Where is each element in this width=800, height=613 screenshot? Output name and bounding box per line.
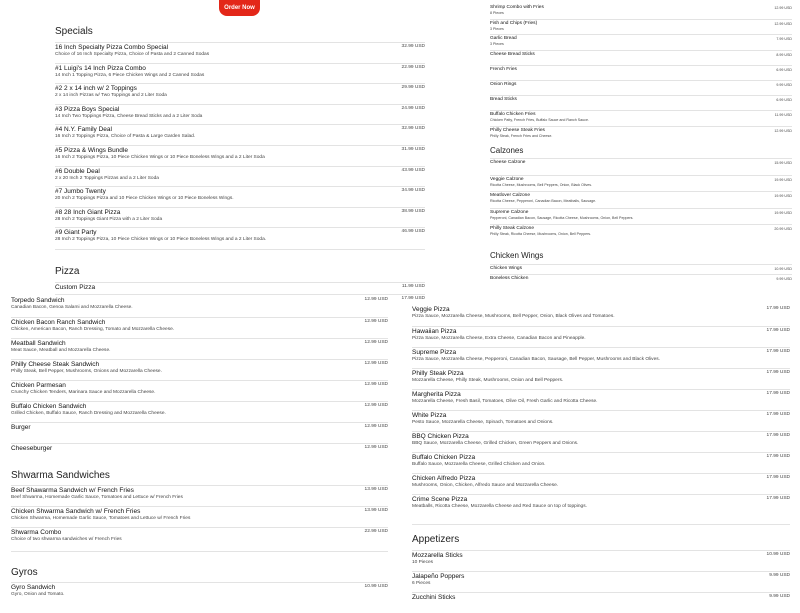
menu-item-name: 16 Inch Specialty Pizza Combo Special: [55, 44, 169, 51]
menu-item-price: 12.99 USD: [364, 403, 388, 408]
menu-item-name: Cheese Calzone: [490, 160, 526, 165]
panel-sandwiches: [11, 296, 388, 600]
menu-item-price: 11.99 USD: [774, 113, 792, 118]
menu-item[interactable]: [412, 347, 790, 368]
menu-item-name: Philly Steak Pizza: [412, 370, 464, 377]
menu-item-price: 12.99 USD: [774, 6, 792, 10]
menu-item[interactable]: [412, 389, 790, 410]
menu-item-price: 31.99 USD: [401, 147, 425, 152]
menu-item-name: Onion Rings: [490, 82, 517, 87]
menu-item[interactable]: [490, 175, 792, 192]
menu-item[interactable]: [11, 527, 388, 548]
menu-item-name: #1 Luigi's 14 Inch Pizza Combo: [55, 64, 146, 72]
menu-item-price: 15.99 USD: [774, 161, 792, 165]
menu-item-description: Pepperoni, Canadian Bacon, Sausage, Ricotta Cheese, Mushrooms, Onion, Bell Peppers.: [490, 215, 634, 220]
menu-item-price: 12.99 USD: [364, 424, 388, 429]
menu-item[interactable]: [490, 34, 792, 49]
menu-item-description: Crunchy Chicken Tenders, Marinara Sauce and Mozzarella Cheese.: [11, 390, 156, 395]
menu-item-description: Mozzarella Cheese, Philly Steak, Mushrooms, Onion and Bell Peppers.: [412, 378, 564, 383]
menu-item-price: 17.99 USD: [766, 454, 790, 459]
menu-item-price: 17.99 USD: [766, 328, 790, 333]
panel-pizzas: [412, 304, 790, 600]
menu-item-price: 17.99 USD: [766, 391, 790, 396]
menu-item-price: 43.99 USD: [401, 167, 425, 173]
menu-item-description: Philly Steak, French Fries and Cheese.: [490, 133, 553, 138]
menu-item[interactable]: [55, 63, 425, 84]
menu-item-description: 10 Pieces: [412, 560, 434, 565]
menu-item-description: Choice of two shwarma sandwiches w/ French Fries: [11, 537, 122, 542]
menu-item-name: Gyro Sandwich: [11, 584, 56, 591]
menu-item-description: Pizza Sauce, Mozzarella Cheese, Mushrooms, Bell Pepper, Onion, Black Olives and Tomatoes.: [412, 314, 615, 319]
menu-item[interactable]: [55, 83, 425, 104]
menu-item-name: Buffalo Chicken Sandwich: [11, 403, 87, 410]
menu-item-name: #9 Giant Party: [55, 229, 97, 237]
menu-item[interactable]: [490, 191, 792, 208]
menu-item-price: 7.99 USD: [776, 37, 792, 42]
menu-item[interactable]: [412, 431, 790, 452]
section-title-shwarma: Shwarma Sandwiches: [11, 470, 110, 481]
menu-item-price: 9.99 USD: [776, 277, 792, 281]
menu-item[interactable]: [11, 506, 388, 527]
order-now-button[interactable]: Order Now: [219, 0, 260, 16]
menu-item-description: 2 x 14 inch Pizzas w/ Two Toppings and 2 Liter Soda: [55, 93, 167, 99]
menu-item-price: 17.99 USD: [766, 475, 790, 480]
menu-item[interactable]: [490, 95, 792, 110]
menu-item-description: 28 Inch 2 Toppings Pizza, 10 Piece Chicken Wings or 10 Piece Boneless Wings and a 2 Liter Soda.: [55, 237, 267, 243]
section-title-pizza: Pizza: [55, 266, 80, 277]
menu-item-price: 17.99 USD: [766, 370, 790, 375]
menu-item-price: 6.99 USD: [776, 67, 792, 72]
menu-item-price: 24.99 USD: [401, 105, 425, 111]
menu-item-price: 12.99 USD: [364, 361, 388, 366]
menu-item-description: Pesto Sauce, Mozzarella Cheese, Spinach, Tomatoes and Onions.: [412, 420, 554, 425]
menu-item[interactable]: [412, 368, 790, 389]
menu-item-description: Beef Shwarma, Homemade Garlic Sauce, Tomatoes and Lettuce w/ French Fries: [11, 495, 183, 500]
menu-item-price: 20.99 USD: [774, 227, 792, 231]
menu-item-description: 8 Pieces: [490, 11, 504, 15]
menu-item-description: Gyro, Onion and Tomato.: [11, 592, 65, 597]
menu-item[interactable]: [412, 592, 790, 613]
menu-item-description: Choice of 16 Inch Specialty Pizza, Choice of Pasta and 2 Canned Sodas: [55, 52, 210, 57]
menu-item-description: 2 x 20 Inch 2 Toppings Pizzas and a 2 Liter Soda: [55, 175, 159, 181]
menu-item-name: Garlic Bread: [490, 36, 517, 42]
menu-item-name: #7 Jumbo Twenty: [55, 188, 106, 196]
menu-item[interactable]: [490, 19, 792, 34]
menu-item-description: Chicken Patty, French Fries, Buffalo Sauce and Ranch Sauce.: [490, 118, 589, 123]
menu-item-price: 12.99 USD: [364, 382, 388, 387]
menu-item-name: Chicken Bacon Ranch Sandwich: [11, 319, 106, 326]
section-title-specials: Specials: [55, 26, 93, 37]
menu-item-price: 46.99 USD: [401, 229, 425, 235]
menu-item-description: 3 Pieces: [490, 42, 504, 47]
menu-item-description: Ricotta Cheese, Mushrooms, Bell Peppers, Onion, Black Olives.: [490, 182, 593, 187]
menu-item-price: 19.99 USD: [774, 210, 792, 215]
menu-item[interactable]: [490, 80, 792, 95]
menu-item-name: White Pizza: [412, 412, 447, 419]
section-title-chicken-wings: Chicken Wings: [490, 251, 544, 260]
menu-item-description: 20 Inch 2 Toppings Pizza and 10 Piece Chicken Wings or 10 Piece Boneless Wings.: [55, 196, 234, 202]
menu-item[interactable]: [11, 338, 388, 359]
menu-item-name: Buffalo Chicken Pizza: [412, 454, 476, 461]
menu-item-price: 6.99 USD: [776, 98, 792, 103]
menu-item-name: Veggie Pizza: [412, 306, 450, 313]
menu-item-description: Meat Sauce, Meatball and Mozzarella Cheese.: [11, 348, 111, 353]
menu-item-name: Fish and Chips (Fries): [490, 21, 538, 27]
menu-item[interactable]: [11, 401, 388, 422]
menu-item-price: 12.99 USD: [364, 297, 388, 302]
menu-item-name: Philly Steak Calzone: [490, 226, 534, 231]
section-divider: [412, 524, 790, 525]
menu-item-description: 6 Pieces: [412, 581, 431, 586]
menu-item-name: Philly Cheese Steak Fries: [490, 127, 545, 133]
menu-item-price: 32.99 USD: [401, 44, 425, 49]
panel-sides: [490, 0, 792, 290]
menu-item-name: Zucchini Sticks: [412, 594, 456, 601]
menu-item-name: #2 2 x 14 inch w/ 2 Toppings: [55, 85, 137, 93]
menu-item-name: #6 Double Deal: [55, 167, 100, 175]
menu-item[interactable]: [490, 126, 792, 141]
menu-item[interactable]: [55, 166, 425, 187]
menu-item[interactable]: [55, 227, 425, 248]
menu-item-name: BBQ Chicken Pizza: [412, 433, 469, 440]
menu-item-price: 32.99 USD: [401, 126, 425, 132]
menu-item[interactable]: [11, 317, 388, 338]
menu-item-name: #3 Pizza Boys Special: [55, 105, 120, 113]
menu-item-description: 28 Inch 2 Toppings Giant Pizza with a 2 Liter Soda: [55, 216, 163, 222]
menu-item-name: Mozzarella Sticks: [412, 552, 463, 559]
menu-item[interactable]: [490, 50, 792, 65]
menu-item-description: 14 Inch 1 Topping Pizza, 6 Piece Chicken Wings and 2 Canned Sodas: [55, 72, 205, 78]
menu-item-description: Chicken, American Bacon, Ranch Dressing, Tomato and Mozzarella Cheese.: [11, 327, 175, 332]
menu-item-description: Pizza Sauce, Mozzarella Cheese, Extra Cheese, Canadian Bacon and Pineapple.: [412, 336, 586, 341]
menu-item-name: Burger: [11, 424, 31, 431]
menu-item[interactable]: [490, 158, 792, 175]
menu-item-name: Chicken Parmesan: [11, 382, 66, 389]
menu-item-price: 22.99 USD: [364, 529, 388, 534]
menu-item-description: Philly Steak, Bell Pepper, Mushrooms, Onions and Mozzarella Cheese.: [11, 369, 162, 374]
menu-item-price: 8.99 USD: [776, 52, 792, 57]
menu-item[interactable]: [55, 104, 425, 125]
menu-item[interactable]: [490, 224, 792, 241]
menu-item-price: 10.99 USD: [766, 552, 790, 557]
menu-item-name: Meatball Sandwich: [11, 340, 66, 347]
menu-item-price: 22.99 USD: [401, 64, 425, 70]
menu-item-name: Supreme Calzone: [490, 209, 529, 215]
menu-item[interactable]: [55, 42, 425, 63]
menu-item-price: 9.99 USD: [769, 594, 790, 599]
menu-item-description: 3 Pieces: [490, 27, 504, 32]
menu-item-name: Custom Pizza: [55, 284, 96, 291]
section-title-gyros: Gyros: [11, 567, 38, 578]
menu-item[interactable]: [55, 207, 425, 228]
menu-item-price: 9.99 USD: [769, 573, 790, 578]
menu-item-name: Bread Sticks: [490, 97, 517, 103]
menu-item-price: 17.99 USD: [766, 306, 790, 311]
menu-item-description: Buffalo Sauce, Mozzarella Cheese, Grilled Chicken and Onion.: [412, 462, 546, 467]
menu-item-name: Beef Shawarma Sandwich w/ French Fries: [11, 487, 134, 494]
menu-item-name: Cheeseburger: [11, 445, 53, 452]
menu-item-price: 9.99 USD: [776, 83, 792, 87]
menu-item-name: Crime Scene Pizza: [412, 496, 468, 503]
menu-item-description: Mozzarella Cheese, Fresh Basil, Tomatoes, Olive Oil, Fresh Garlic and Ricotta Cheese.: [412, 399, 598, 404]
menu-item-description: Ricotta Cheese, Pepperoni, Canadian Bacon, Meatballs, Sausage.: [490, 199, 597, 203]
menu-item-name: Meatlover Calzone: [490, 193, 530, 198]
menu-item-name: Chicken Shwarma Sandwich w/ French Fries: [11, 508, 141, 515]
section-title-calzones: Calzones: [490, 146, 524, 155]
menu-item-price: 17.99 USD: [766, 412, 790, 417]
menu-item-description: Canadian Bacon, Genoa Salami and Mozzarella Cheese.: [11, 305, 133, 310]
menu-item-name: Buffalo Chicken Fries: [490, 112, 536, 118]
menu-item-description: Chicken Shwarma, Homemade Garlic Sauce, Tomatoes and Lettuce w/ French Fries: [11, 516, 191, 521]
menu-item-name: French Fries: [490, 66, 517, 72]
menu-item-price: 34.99 USD: [401, 188, 425, 194]
menu-item[interactable]: [55, 186, 425, 207]
menu-item[interactable]: [412, 571, 790, 592]
menu-item[interactable]: [412, 473, 790, 494]
menu-item-name: Veggie Calzone: [490, 176, 524, 182]
menu-item[interactable]: [55, 124, 425, 145]
menu-item[interactable]: [11, 380, 388, 401]
menu-item-price: 10.99 USD: [364, 584, 388, 589]
menu-item-price: 13.99 USD: [364, 508, 388, 513]
menu-item-price: 19.99 USD: [774, 177, 792, 182]
menu-item-price: 12.99 USD: [364, 445, 388, 450]
menu-item[interactable]: [490, 264, 792, 274]
menu-item[interactable]: [490, 274, 792, 284]
menu-item-description: Mushrooms, Onion, Chicken, Alfredo Sauce and Mozzarella Cheese.: [412, 483, 559, 488]
section-title-appetizers: Appetizers: [412, 534, 460, 545]
menu-item[interactable]: [11, 359, 388, 380]
menu-item-name: Shrimp Combo with Fries: [490, 5, 544, 10]
menu-item-description: Grilled Chicken, Buffalo Sauce, Ranch Dressing and Mozzarella Cheese.: [11, 411, 166, 416]
menu-item-description: Meatballs, Ricotta Cheese, Mozzarella Cheese and Red Sauce on top of toppings.: [412, 504, 587, 509]
menu-item-price: 12.99 USD: [364, 340, 388, 345]
menu-item-name: #8 28 Inch Giant Pizza: [55, 208, 121, 216]
section-divider: [11, 551, 388, 552]
menu-item[interactable]: [11, 443, 388, 464]
menu-item[interactable]: [412, 550, 790, 571]
menu-item[interactable]: [412, 326, 790, 347]
menu-item-price: 17.99 USD: [766, 433, 790, 438]
menu-item[interactable]: [11, 485, 388, 506]
menu-item-price: 29.99 USD: [401, 85, 425, 91]
menu-item[interactable]: [412, 494, 790, 515]
menu-item-price: 10.99 USD: [774, 267, 792, 271]
menu-item-name: #5 Pizza & Wings Bundle: [55, 147, 128, 154]
menu-item-description: 14 Inch Two Toppings Pizza, Cheese Bread Sticks and a 2 Liter Soda: [55, 113, 203, 119]
menu-item-name: Chicken Alfredo Pizza: [412, 475, 476, 482]
menu-item-price: 12.99 USD: [774, 22, 792, 27]
menu-item[interactable]: [490, 110, 792, 125]
section-divider: [55, 249, 425, 250]
menu-item[interactable]: [11, 582, 388, 600]
menu-item[interactable]: [490, 208, 792, 225]
menu-item-name: Jalapeño Poppers: [412, 573, 465, 580]
menu-item-name: Chicken Wings: [490, 266, 522, 271]
menu-item-name: Torpedo Sandwich: [11, 297, 65, 304]
menu-item-name: Hawaiian Pizza: [412, 328, 457, 335]
menu-item-name: Margherita Pizza: [412, 391, 461, 398]
menu-item[interactable]: [55, 282, 425, 294]
menu-item[interactable]: [490, 65, 792, 80]
menu-item-price: 19.99 USD: [774, 194, 792, 198]
menu-item-description: 16 Inch 2 Toppings Pizza, Choice of Pasta & Large Garden Salad.: [55, 134, 196, 140]
menu-item-price: 17.99 USD: [401, 296, 425, 301]
menu-item-price: 13.99 USD: [364, 487, 388, 492]
menu-item-price: 17.99 USD: [766, 496, 790, 501]
menu-item-price: 12.99 USD: [364, 319, 388, 324]
menu-item-name: Shwarma Combo: [11, 529, 62, 536]
menu-item-price: 11.99 USD: [401, 284, 425, 289]
menu-item-description: Philly Steak, Ricotta Cheese, Mushrooms, Onion, Bell Peppers.: [490, 232, 592, 236]
menu-item-description: 16 Inch 2 Toppings Pizza, 10 Piece Chicken Wings or 10 Piece Boneless Wings and a 2 Liter Soda: [55, 155, 265, 160]
menu-item[interactable]: [55, 145, 425, 166]
menu-item-description: Pizza Sauce, Mozzarella Cheese, Pepperoni, Canadian Bacon, Sausage, Bell Pepper, Mushrooms and Black Olives.: [412, 357, 660, 362]
menu-item-name: Philly Cheese Steak Sandwich: [11, 361, 100, 368]
menu-item-name: Boneless Chicken: [490, 276, 529, 281]
menu-item-price: 17.99 USD: [766, 349, 790, 354]
menu-item[interactable]: [412, 410, 790, 431]
menu-item-price: 38.99 USD: [401, 208, 425, 214]
menu-item-name: Supreme Pizza: [412, 349, 457, 356]
menu-item[interactable]: [11, 296, 388, 317]
menu-item-name: Cheese Bread Sticks: [490, 51, 535, 57]
menu-item[interactable]: [11, 422, 388, 443]
menu-item-price: 12.99 USD: [774, 128, 792, 133]
menu-item-name: #4 N.Y. Family Deal: [55, 126, 112, 134]
menu-item[interactable]: [412, 452, 790, 473]
menu-item-description: BBQ Sauce, Mozzarella Cheese, Grilled Chicken, Green Peppers and Onions.: [412, 441, 579, 446]
menu-item[interactable]: [412, 305, 790, 326]
menu-item[interactable]: [490, 4, 792, 19]
